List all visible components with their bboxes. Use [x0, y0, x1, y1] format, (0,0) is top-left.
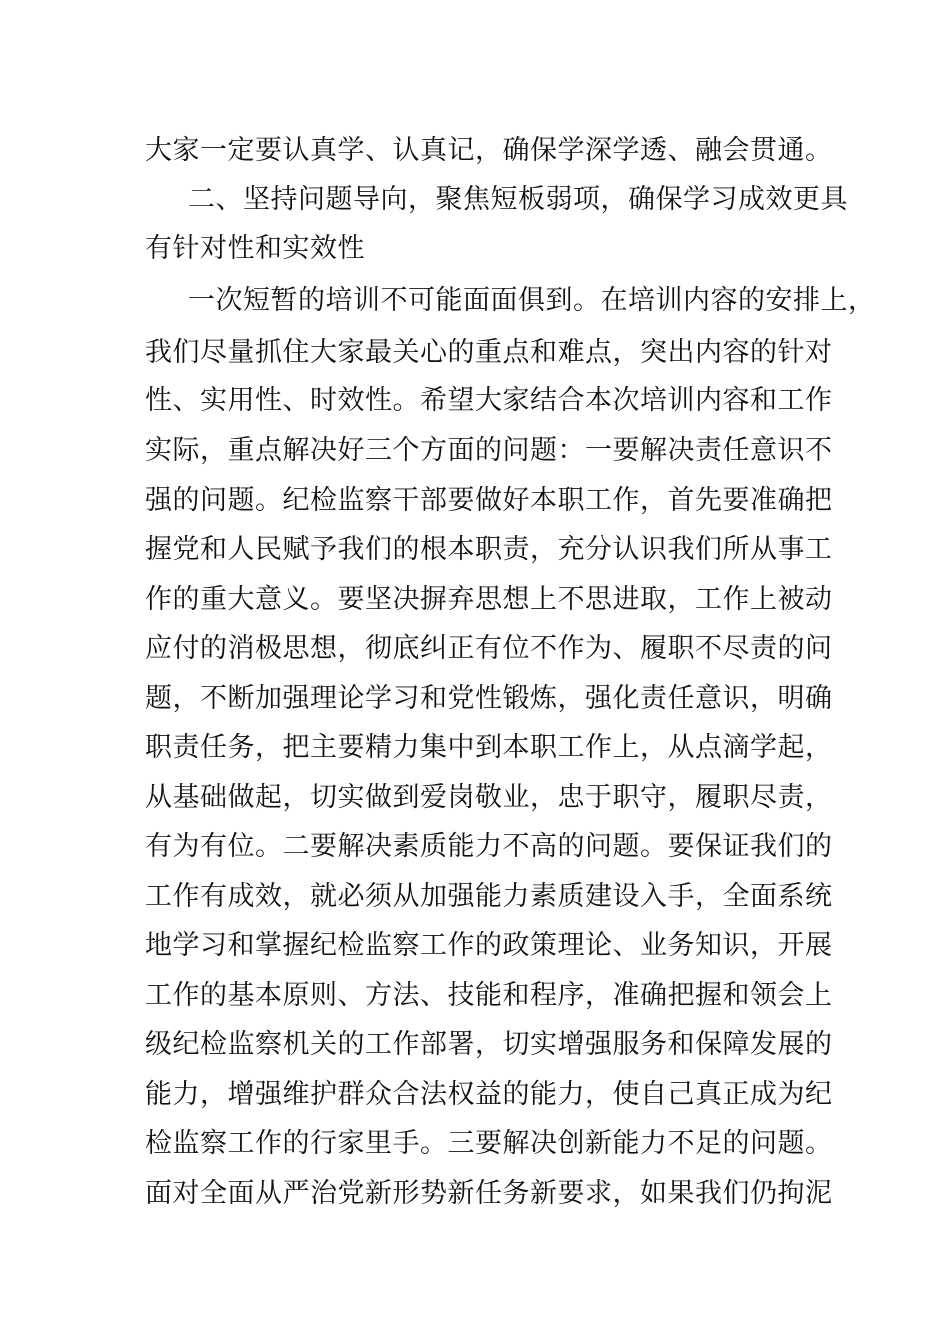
text-line: 从基础做起，切实做到爱岗敬业，忠于职守，履职尽责， — [145, 782, 833, 813]
text-line: 有为有位。二要解决素质能力不高的问题。要保证我们的 — [145, 831, 833, 862]
text-line: 我们尽量抓住大家最关心的重点和难点，突出内容的针对 — [145, 337, 833, 368]
text-line: 强的问题。纪检监察干部要做好本职工作，首先要准确把 — [145, 485, 833, 516]
text-line: 实际，重点解决好三个方面的问题：一要解决责任意识不 — [145, 435, 833, 466]
section-heading-continued: 有针对性和实效性 — [145, 233, 365, 264]
text-line: 能力，增强维护群众合法权益的能力，使自己真正成为纪 — [145, 1079, 833, 1110]
paragraph-first-line: 一次短暂的培训不可能面面俱到。在培训内容的安排上， — [188, 285, 876, 316]
text-line: 级纪检监察机关的工作部署，切实增强服务和保障发展的 — [145, 1029, 833, 1060]
text-line: 工作有成效，就必须从加强能力素质建设入手，全面系统 — [145, 881, 833, 912]
text-line: 地学习和掌握纪检监察工作的政策理论、业务知识，开展 — [145, 930, 833, 961]
text-line: 检监察工作的行家里手。三要解决创新能力不足的问题。 — [145, 1128, 833, 1159]
section-heading: 二、坚持问题导向，聚焦短板弱项，确保学习成效更具 — [188, 184, 848, 215]
text-line: 职责任务，把主要精力集中到本职工作上，从点滴学起， — [145, 732, 833, 763]
text-line: 题，不断加强理论学习和党性锻炼，强化责任意识，明确 — [145, 683, 833, 714]
text-line: 作的重大意义。要坚决摒弃思想上不思进取，工作上被动 — [145, 584, 833, 615]
text-line: 应付的消极思想，彻底纠正有位不作为、履职不尽责的问 — [145, 633, 833, 664]
text-line: 面对全面从严治党新形势新任务新要求，如果我们仍拘泥 — [145, 1178, 833, 1209]
text-line: 握党和人民赋予我们的根本职责，充分认识我们所从事工 — [145, 534, 833, 565]
text-line: 性、实用性、时效性。希望大家结合本次培训内容和工作 — [145, 385, 833, 416]
text-line: 工作的基本原则、方法、技能和程序，准确把握和领会上 — [145, 980, 833, 1011]
text-line: 大家一定要认真学、认真记，确保学深学透、融会贯通。 — [145, 135, 833, 166]
